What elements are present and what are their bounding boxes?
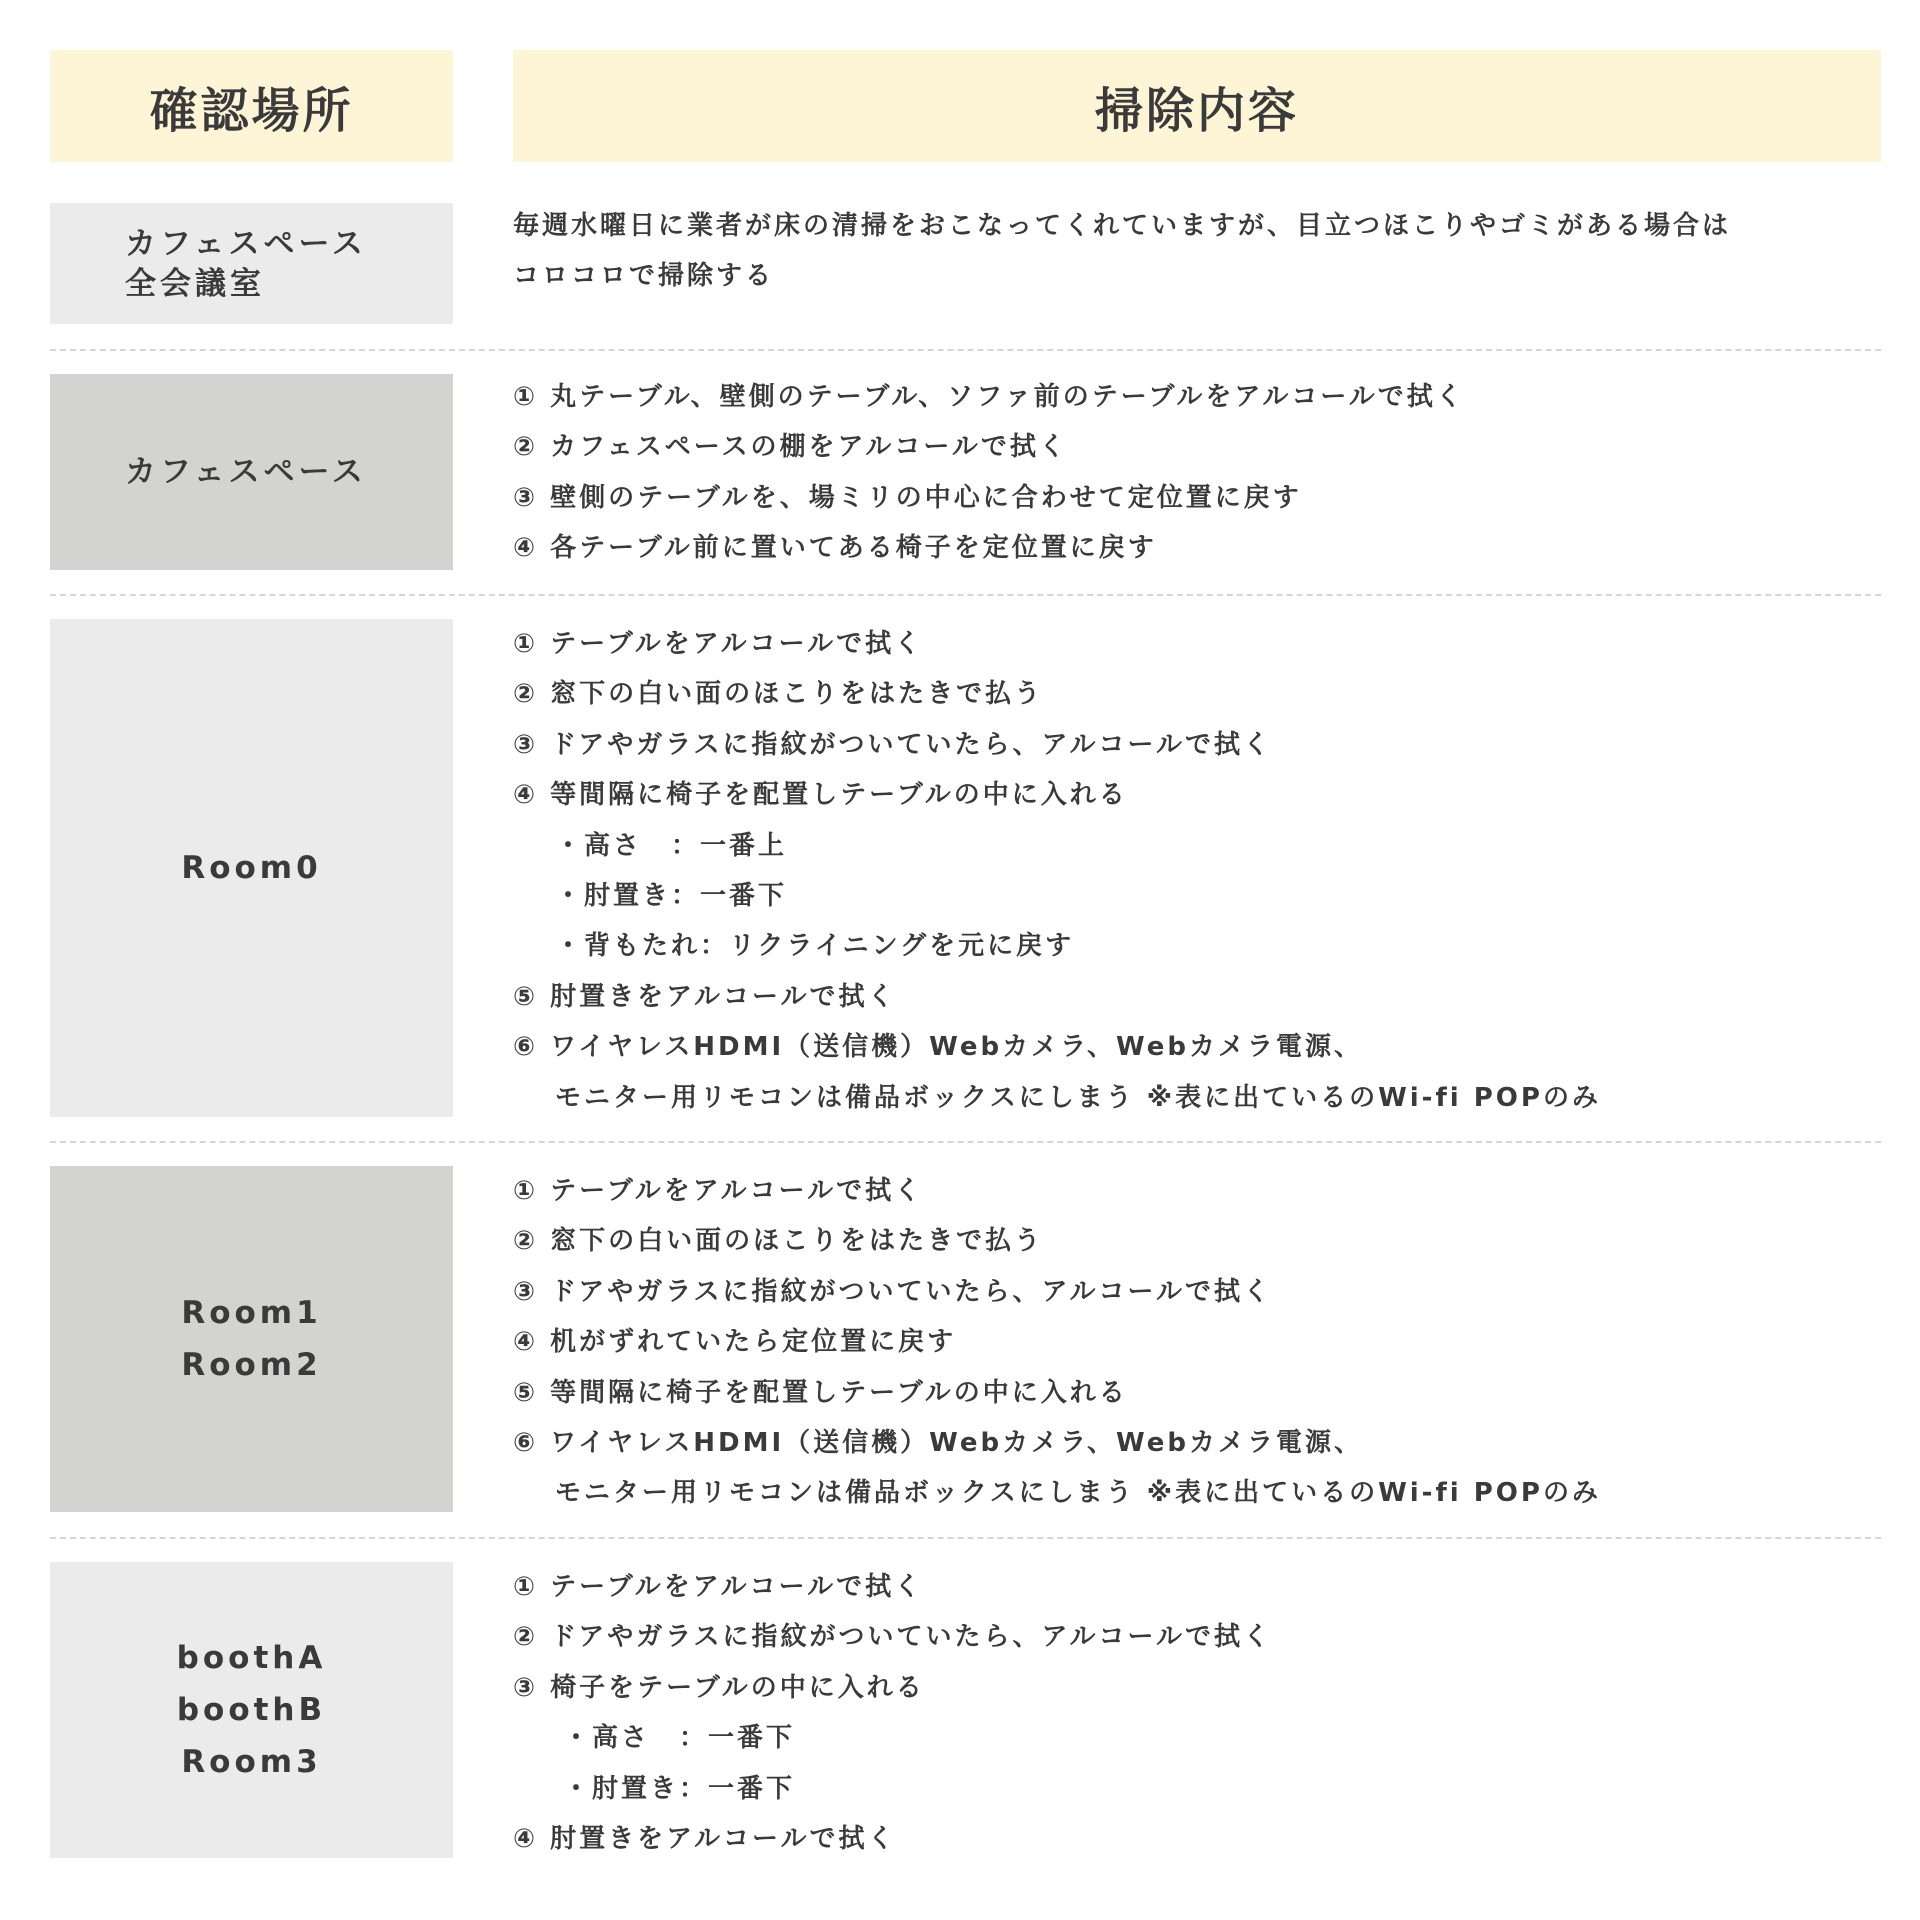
list-item: ② ドアやガラスに指紋がついていたら、アルコールで拭く <box>513 1622 1272 1653</box>
table-row <box>50 1562 1881 1858</box>
place-label: Room1 <box>181 1295 322 1331</box>
list-item: ① テーブルをアルコールで拭く <box>513 629 924 659</box>
content-cell <box>513 201 1881 302</box>
content-cell <box>513 1562 1881 1864</box>
list-subitem: ・高さ ：一番上 <box>555 830 788 861</box>
list-item: ② カフェスペースの棚をアルコールで拭く <box>513 432 1068 463</box>
place-label: boothA <box>176 1640 327 1676</box>
list-subitem: ・肘置き：一番下 <box>555 881 788 912</box>
content-cell <box>513 372 1881 574</box>
list-item: ④ 各テーブル前に置いてある椅子を定位置に戻す <box>513 533 1157 564</box>
list-item: ⑤ 等間隔に椅子を配置しテーブルの中に入れる <box>513 1377 1128 1408</box>
list-subitem: ・肘置き：一番下 <box>563 1773 796 1804</box>
list-item: ④ 肘置きをアルコールで拭く <box>513 1824 897 1855</box>
list-item: ⑥ ワイヤレスHDMI（送信機）Webカメラ、Webカメラ電源、 <box>513 1032 1364 1063</box>
place-cell <box>50 203 453 324</box>
place-cell <box>50 374 453 570</box>
list-item: ⑥ ワイヤレスHDMI（送信機）Webカメラ、Webカメラ電源、 <box>513 1428 1364 1459</box>
place-label: boothB <box>176 1692 327 1728</box>
list-item: ③ ドアやガラスに指紋がついていたら、アルコールで拭く <box>513 729 1272 760</box>
header-place: 確認場所 <box>50 50 453 162</box>
row-divider <box>50 1141 1881 1143</box>
place-cell <box>50 619 453 1117</box>
list-subitem: ・高さ ：一番下 <box>563 1723 796 1754</box>
list-item: ⑤ 肘置きをアルコールで拭く <box>513 981 897 1012</box>
list-item: ④ 等間隔に椅子を配置しテーブルの中に入れる <box>513 780 1128 811</box>
list-item: ③ 椅子をテーブルの中に入れる <box>513 1672 925 1703</box>
row-divider <box>50 349 1881 351</box>
header-content: 掃除内容 <box>513 50 1881 162</box>
content-cell <box>513 619 1881 1123</box>
place-cell <box>50 1166 453 1512</box>
place-cell <box>50 1562 453 1858</box>
list-subitem: ・背もたれ：リクライニングを元に戻す <box>555 931 1075 962</box>
table-row <box>50 619 1881 1117</box>
table-row <box>50 1166 1881 1512</box>
place-label: カフェスペース <box>125 454 367 490</box>
list-item: ① テーブルをアルコールで拭く <box>513 1176 924 1206</box>
list-item: 毎週水曜日に業者が床の清掃をおこなってくれていますが、目立つほこりやゴミがある場合は <box>513 211 1732 241</box>
place-label: Room2 <box>181 1347 322 1383</box>
list-item-continuation: モニター用リモコンは備品ボックスにしまう ※表に出ているのWi-fi POPのみ <box>555 1082 1601 1113</box>
table-row <box>50 374 1881 570</box>
list-item: ② 窓下の白い面のほこりをはたきで払う <box>513 1226 1044 1257</box>
list-item: ④ 机がずれていたら定位置に戻す <box>513 1327 957 1358</box>
place-label: カフェスペース <box>125 225 367 262</box>
content-cell <box>513 1166 1881 1519</box>
row-divider <box>50 1537 1881 1539</box>
list-item: ① テーブルをアルコールで拭く <box>513 1572 924 1602</box>
place-label: 全会議室 <box>125 265 265 302</box>
list-item: ③ ドアやガラスに指紋がついていたら、アルコールで拭く <box>513 1276 1272 1307</box>
list-item: ② 窓下の白い面のほこりをはたきで払う <box>513 679 1044 710</box>
list-item-continuation: モニター用リモコンは備品ボックスにしまう ※表に出ているのWi-fi POPのみ <box>555 1478 1601 1509</box>
list-item: ① 丸テーブル、壁側のテーブル、ソファ前のテーブルをアルコールで拭く <box>513 382 1465 412</box>
row-divider <box>50 594 1881 596</box>
place-label: Room3 <box>181 1744 322 1780</box>
list-item: ③ 壁側のテーブルを、場ミリの中心に合わせて定位置に戻す <box>513 482 1302 513</box>
table-row <box>50 203 1881 324</box>
list-item: コロコロで掃除する <box>513 261 775 292</box>
place-label: Room0 <box>181 850 322 886</box>
